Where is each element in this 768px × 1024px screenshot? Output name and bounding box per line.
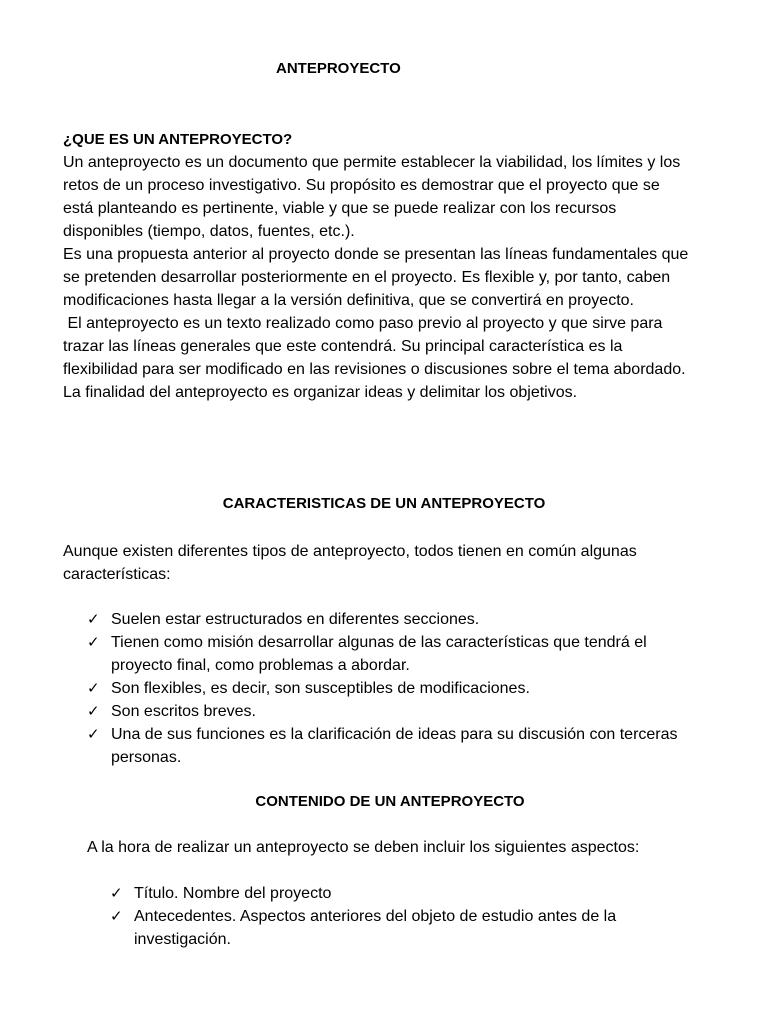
document-title: ANTEPROYECTO [276, 60, 401, 77]
characteristics-intro-text: Aunque existen diferentes tipos de anteproyecto, todos tienen en común algunas características: [63, 543, 637, 583]
checkmark-icon: ✓ [87, 611, 100, 628]
characteristics-intro [63, 540, 693, 586]
section-what-is [63, 128, 693, 404]
checkmark-icon: ✓ [87, 680, 100, 697]
list-item: ✓ Son flexibles, es decir, son susceptibles de modificaciones. [87, 677, 697, 700]
content-list [110, 882, 670, 951]
checkmark-icon: ✓ [87, 703, 100, 720]
section-heading-characteristics: CARACTERISTICAS DE UN ANTEPROYECTO [222, 495, 546, 512]
list-item: ✓ Tienen como misión desarrollar algunas de las características que tendrá el proyecto final, como problemas a abordar. [87, 631, 697, 677]
paragraph-proposal: Es una propuesta anterior al proyecto donde se presentan las líneas fundamentales que se pretenden desarrollar posteriormente en el proyecto. Es flexible y, por tanto, caben modificaciones hasta llegar a la versión definitiva, que se convertirá en proyecto. [63, 246, 689, 309]
list-item: ✓ Antecedentes. Aspectos anteriores del objeto de estudio antes de la investigación. [110, 905, 670, 951]
list-item: ✓ Suelen estar estructurados en diferentes secciones. [87, 608, 697, 631]
section-heading-what-is: ¿QUE ES UN ANTEPROYECTO? [63, 131, 293, 148]
paragraph-purpose: La finalidad del anteproyecto es organizar ideas y delimitar los objetivos. [63, 384, 578, 401]
content-intro-text: A la hora de realizar un anteproyecto se deben incluir los siguientes aspectos: [87, 839, 640, 856]
content-intro [87, 836, 697, 859]
checkmark-icon: ✓ [87, 634, 100, 651]
section-heading-content: CONTENIDO DE UN ANTEPROYECTO [255, 793, 525, 810]
checkmark-icon: ✓ [110, 908, 123, 925]
list-item: ✓ Una de sus funciones es la clarificación de ideas para su discusión con terceras personas. [87, 723, 697, 769]
characteristics-list [87, 608, 697, 769]
checkmark-icon: ✓ [87, 726, 100, 743]
paragraph-previous-step: El anteproyecto es un texto realizado como paso previo al proyecto y que sirve para trazar las líneas generales que este contendrá. Su principal característica es la flexibilidad para ser modificado en las revisiones o discusiones sobre el tema abordado. [63, 315, 686, 378]
checkmark-icon: ✓ [110, 885, 123, 902]
list-item: ✓ Título. Nombre del proyecto [110, 882, 670, 905]
paragraph-definition: Un anteproyecto es un documento que permite establecer la viabilidad, los límites y los retos de un proceso investigativo. Su propósito es demostrar que el proyecto que se está planteando es pertinente, viable y que se puede realizar con los recursos disponibles (tiempo, datos, fuentes, etc.). [63, 154, 681, 240]
list-item: ✓ Son escritos breves. [87, 700, 697, 723]
